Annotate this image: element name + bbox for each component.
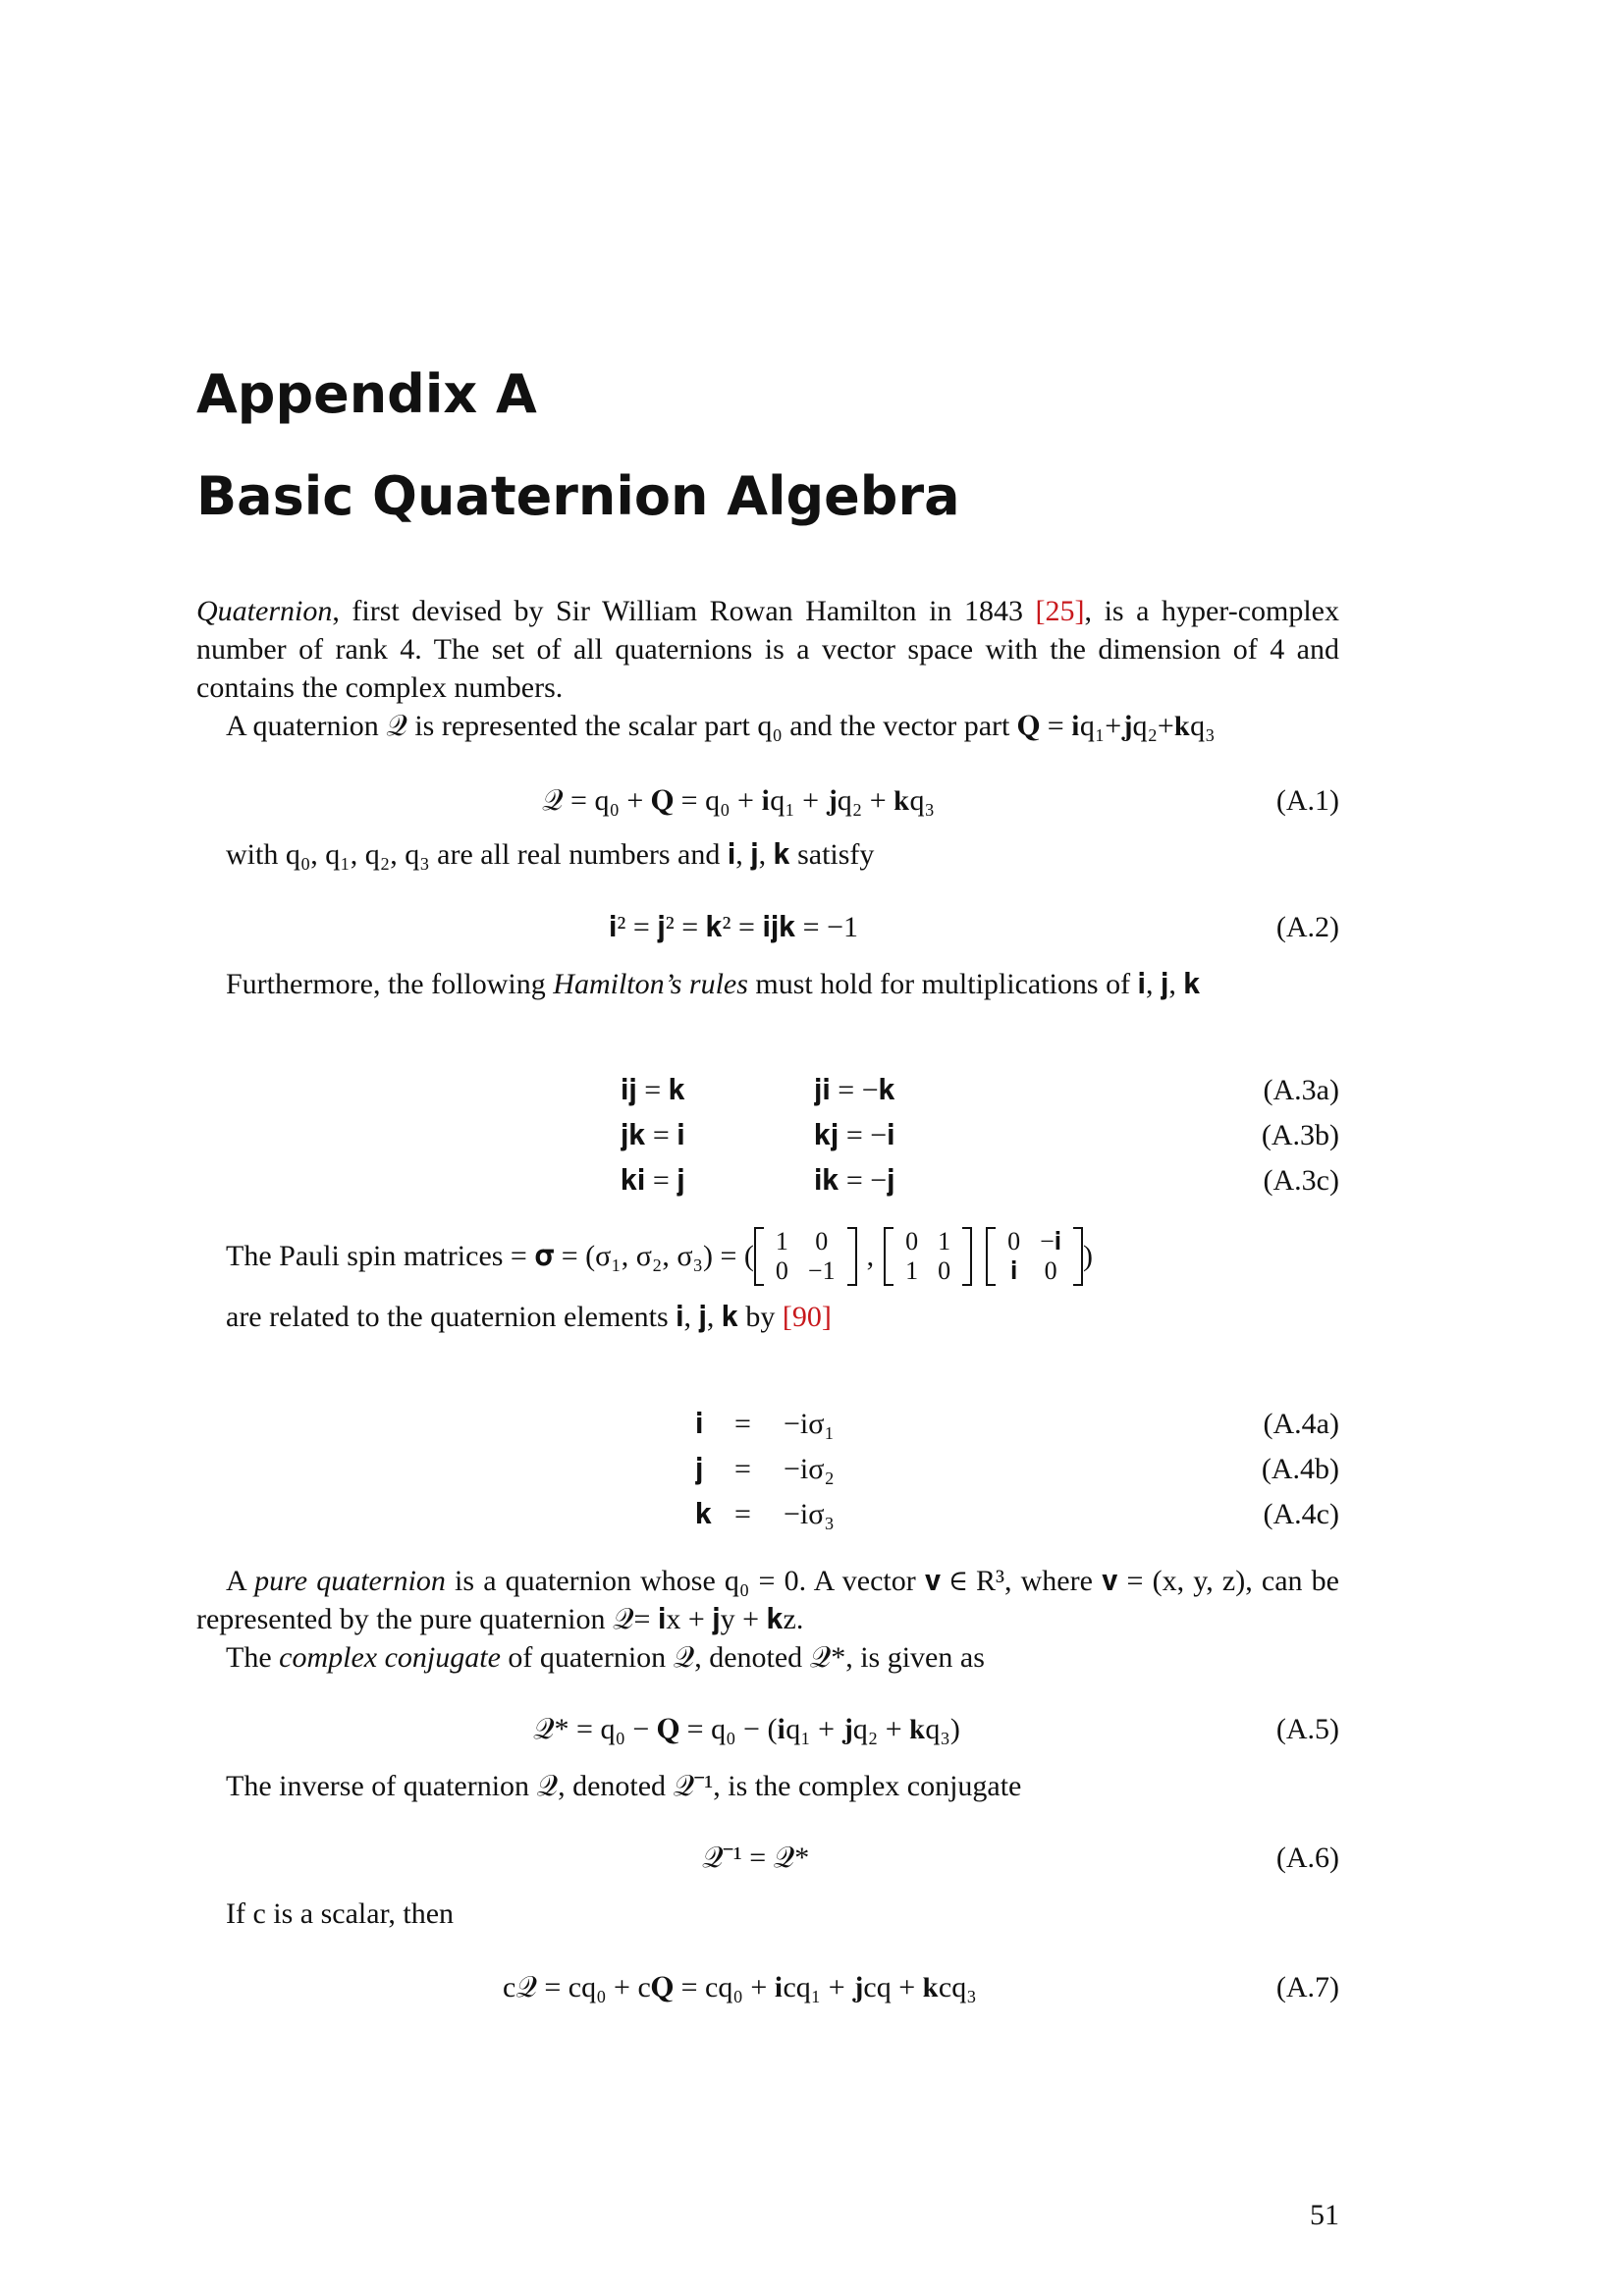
- scalar-text: If c is a scalar, then: [226, 1897, 455, 1930]
- equation-a3c-right: 𝐢𝐤 = −𝐣: [814, 1164, 895, 1197]
- equation-a4c-eq: =: [734, 1498, 751, 1530]
- hamiltons-rules-term: Hamilton’s rules: [553, 968, 748, 1000]
- equation-a4c: [196, 1495, 1339, 1534]
- matrix-cell: −𝐢: [1040, 1227, 1062, 1255]
- equation-a1-body: 𝒬 = q₀ + 𝐐 = q₀ + 𝐢q₁ + 𝐣q₂ + 𝐤q₃: [542, 784, 935, 817]
- equation-a3a: [196, 1071, 1339, 1110]
- inverse-text: The inverse of quaternion 𝒬, denoted 𝒬⁻¹, is the complex conjugate: [226, 1770, 1022, 1802]
- equation-a4c-lhs: 𝐤: [695, 1498, 712, 1530]
- matrix-cell: 0: [905, 1227, 919, 1255]
- matrix-cell: 0: [938, 1256, 951, 1285]
- matrix-cell: 0: [1007, 1227, 1021, 1255]
- conj-text-a: The: [226, 1641, 280, 1674]
- pauli-close-paren: ): [1083, 1240, 1094, 1272]
- related-line: [196, 1298, 1339, 1336]
- equation-a7-body: c𝒬 = cq₀ + c𝐐 = cq₀ + 𝐢cq₁ + 𝐣cq + 𝐤cq₃: [503, 1971, 977, 2003]
- term-quaternion: Quaternion: [196, 595, 333, 627]
- matrix-cell: 𝐢: [1009, 1256, 1018, 1285]
- equation-a6-body: 𝒬⁻¹ = 𝒬*: [702, 1842, 810, 1874]
- equation-a4b: [196, 1450, 1339, 1489]
- pure-quaternion-paragraph: [196, 1562, 1339, 1638]
- intro-text-a: , first devised by Sir William Rowan Hamilton in 1843: [332, 595, 1036, 627]
- equation-a3c: [196, 1161, 1339, 1201]
- equation-a4a-number: (A.4a): [1263, 1408, 1339, 1440]
- furthermore-text-a: Furthermore, the following: [226, 968, 554, 1000]
- pure-text-a: A: [226, 1565, 255, 1597]
- matrix-cell: 0: [1044, 1256, 1057, 1285]
- equation-a3a-number: (A.3a): [1263, 1074, 1339, 1106]
- pauli-line: [226, 1227, 1093, 1286]
- related-text: are related to the quaternion elements 𝐢, 𝐣, 𝐤 by: [226, 1301, 783, 1333]
- complex-conjugate-term: complex conjugate: [279, 1641, 501, 1674]
- equation-a2-number: (A.2): [1275, 911, 1339, 943]
- equation-a4a-eq: =: [734, 1408, 751, 1440]
- citation-25[interactable]: [25]: [1035, 595, 1085, 627]
- equation-a1-number: (A.1): [1275, 784, 1339, 817]
- matrix-cell: 1: [775, 1227, 788, 1255]
- equation-a4b-lhs: 𝐣: [695, 1453, 704, 1485]
- equation-a4b-rhs: −iσ₂: [784, 1453, 835, 1485]
- equation-a3b: [196, 1116, 1339, 1155]
- equation-a3b-left: 𝐣𝐤 = 𝐢: [621, 1119, 685, 1151]
- equation-a4c-number: (A.4c): [1263, 1498, 1339, 1530]
- matrix-cell: 0: [775, 1256, 788, 1285]
- equation-a7-number: (A.7): [1275, 1971, 1339, 2003]
- matrix-cell: 0: [815, 1227, 829, 1255]
- pure-text-b: is a quaternion whose q₀ = 0. A vector 𝐯 ∈ R³, where 𝐯 = (x, y, z), can be represented by the pure quaternion 𝒬= 𝐢x + 𝐣y + 𝐤z.: [196, 1565, 1339, 1635]
- equation-a4b-number: (A.4b): [1261, 1453, 1339, 1485]
- appendix-label: Appendix A: [196, 363, 537, 425]
- equation-a4a-rhs: −iσ₁: [784, 1408, 835, 1440]
- equation-a3b-number: (A.3b): [1261, 1119, 1339, 1151]
- quaternion-definition-text: A quaternion 𝒬 is represented the scalar part q₀ and the vector part 𝐐 = 𝐢q₁+𝐣q₂+𝐤q₃: [226, 710, 1216, 742]
- page-number: 51: [1310, 2199, 1339, 2231]
- matrix-cell: 1: [938, 1227, 951, 1255]
- equation-a4a: [196, 1405, 1339, 1444]
- furthermore-text-b: must hold for multiplications of 𝐢, 𝐣, 𝐤: [747, 968, 1201, 1000]
- equation-a2-body: 𝐢² = 𝐣² = 𝐤² = 𝐢𝐣𝐤 = −1: [609, 911, 859, 943]
- intro-paragraph: [196, 592, 1339, 707]
- citation-90[interactable]: [90]: [782, 1301, 832, 1333]
- intro-text-b: , is a hyper-complex number of rank 4. The set of all quaternions is a vector space with the dimension of 4 and contains the complex numbers.: [196, 595, 1339, 704]
- equation-a3a-left: 𝐢𝐣 = 𝐤: [621, 1074, 685, 1106]
- equation-a5-number: (A.5): [1275, 1713, 1339, 1745]
- equation-a3a-right: 𝐣𝐢 = −𝐤: [814, 1074, 895, 1106]
- equation-a3b-right: 𝐤𝐣 = −𝐢: [814, 1119, 895, 1151]
- equation-a6-number: (A.6): [1275, 1842, 1339, 1874]
- pauli-matrix-1: [754, 1227, 857, 1286]
- conj-text-b: of quaternion 𝒬, denoted 𝒬*, is given as: [500, 1641, 985, 1674]
- equation-a2: [196, 908, 1339, 947]
- equation-a4c-rhs: −iσ₃: [784, 1498, 835, 1530]
- inverse-line: [196, 1767, 1339, 1805]
- matrix-cell: −1: [807, 1256, 836, 1285]
- equation-a3c-left: 𝐤𝐢 = 𝐣: [621, 1164, 685, 1197]
- equation-a5-body: 𝒬* = q₀ − 𝐐 = q₀ − (𝐢q₁ + 𝐣q₂ + 𝐤q₃): [533, 1713, 960, 1745]
- equation-a4a-lhs: 𝐢: [695, 1408, 704, 1440]
- pure-quaternion-term: pure quaternion: [254, 1565, 446, 1597]
- with-line: [196, 835, 1339, 874]
- pauli-matrix-2: [884, 1227, 972, 1286]
- pauli-text: The Pauli spin matrices = 𝛔 = (σ₁, σ₂, σ₃) = (: [226, 1240, 754, 1272]
- matrix-separator: ,: [866, 1240, 875, 1272]
- matrix-cell: 1: [905, 1256, 919, 1285]
- equation-a7: [196, 1968, 1339, 2007]
- equation-a4b-eq: =: [734, 1453, 751, 1485]
- equation-a6: [196, 1839, 1339, 1878]
- with-line-text: with q₀, q₁, q₂, q₃ are all real numbers and 𝐢, 𝐣, 𝐤 satisfy: [226, 838, 875, 871]
- quaternion-definition-line: [196, 707, 1339, 745]
- furthermore-line: [196, 965, 1339, 1003]
- equation-a3c-number: (A.3c): [1263, 1164, 1339, 1197]
- scalar-line: [196, 1895, 1339, 1933]
- equation-a5: [196, 1710, 1339, 1749]
- chapter-title: Basic Quaternion Algebra: [196, 465, 960, 527]
- conjugate-line: [196, 1638, 1339, 1677]
- pauli-matrix-3: [986, 1227, 1083, 1286]
- equation-a1: [196, 781, 1339, 821]
